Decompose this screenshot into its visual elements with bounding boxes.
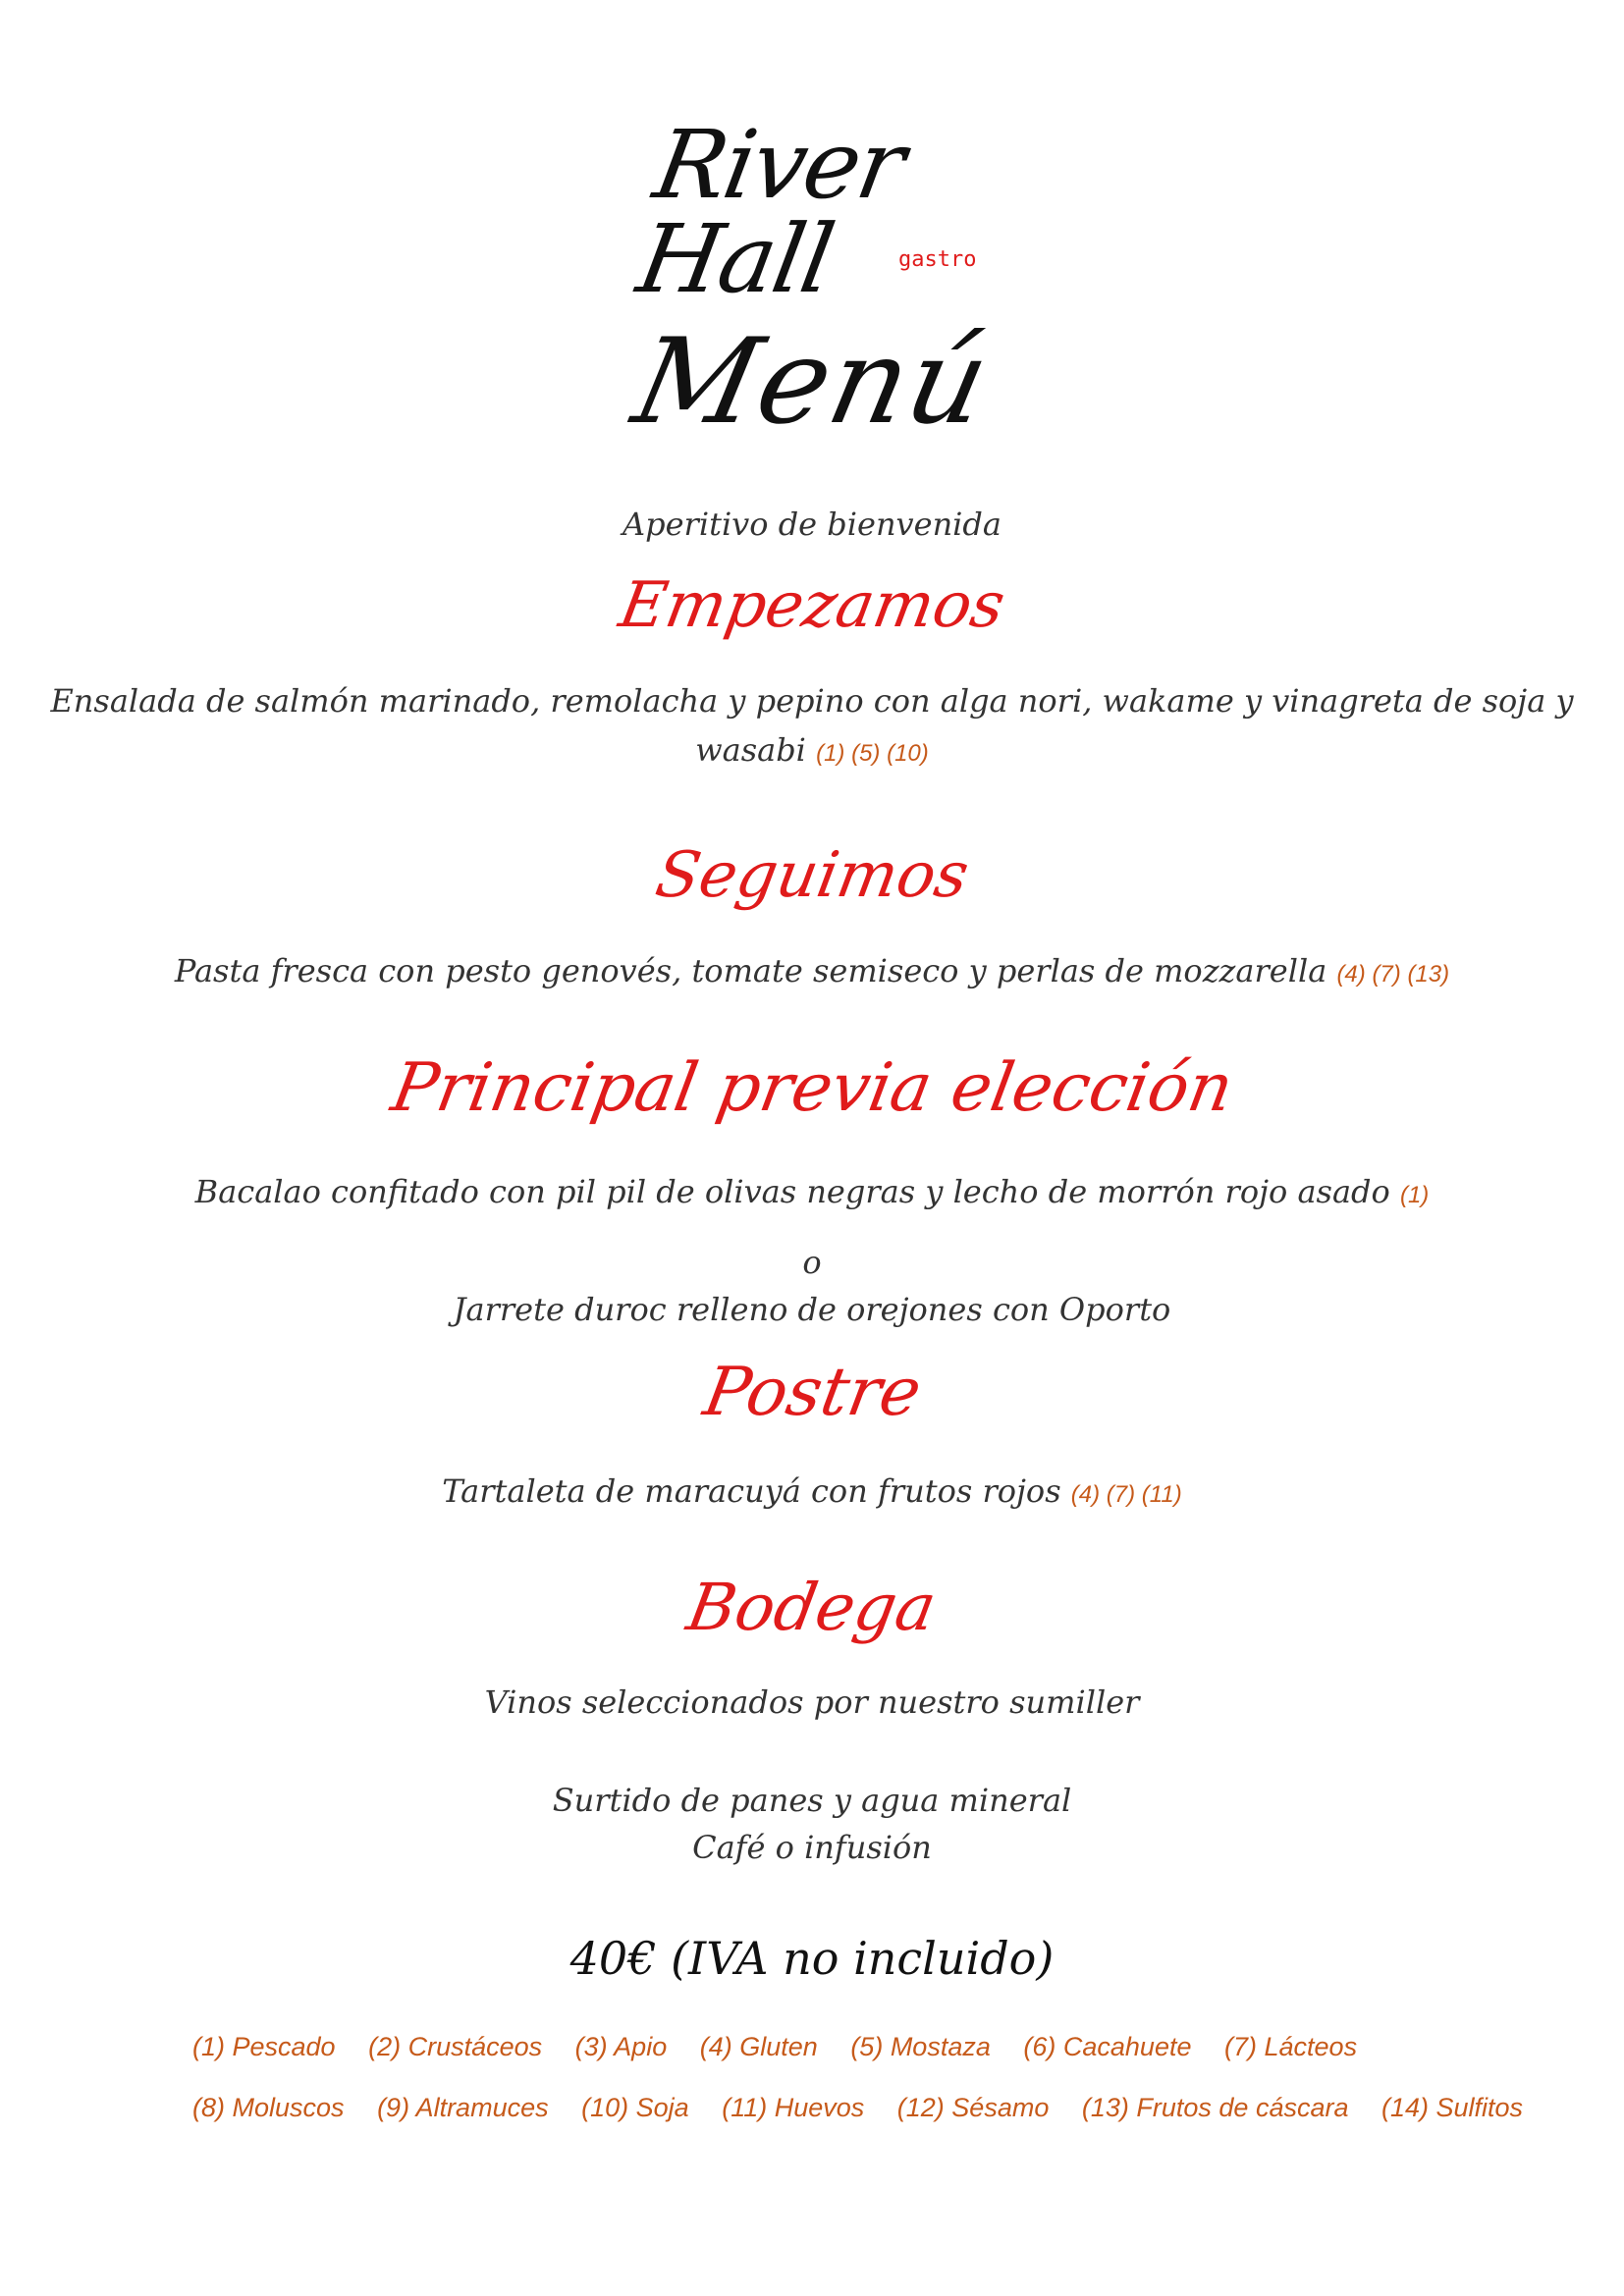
second-title-row	[0, 839, 1624, 912]
extras-line2: Café o infusión	[692, 1829, 932, 1866]
dessert-title: Postre	[697, 1354, 927, 1431]
extras-line1: Surtido de panes y agua mineral	[552, 1782, 1072, 1819]
main-option1	[0, 1168, 1624, 1215]
starter-title-row	[0, 569, 1624, 642]
legend-item: (12) Sésamo	[896, 2093, 1050, 2122]
starter-title: Empezamos	[614, 569, 1010, 642]
legend-item: (14) Sulfitos	[1381, 2093, 1524, 2122]
legend-item: (13) Frutos de cáscara	[1081, 2093, 1349, 2122]
main-option1-allergens: (1)	[1399, 1182, 1430, 1208]
starter-dish-line2	[0, 726, 1624, 774]
main-or: o	[802, 1244, 822, 1281]
legend-item: (11) Huevos	[722, 2093, 865, 2122]
legend-item: (9) Altramuces	[377, 2093, 549, 2122]
logo	[628, 108, 1021, 314]
legend-item: (2) Crustáceos	[368, 2032, 543, 2061]
allergen-legend-row2	[192, 2093, 1548, 2123]
dessert-dish	[0, 1468, 1624, 1515]
welcome-text: Aperitivo de bienvenida	[623, 506, 1001, 543]
legend-item: (8) Moluscos	[192, 2093, 345, 2122]
second-dish-text: Pasta fresca con pesto genovés, tomate semiseco y perlas de mozzarella	[174, 952, 1327, 989]
dessert-allergens: (4) (7) (11)	[1070, 1481, 1182, 1508]
legend-item: (3) Apio	[574, 2032, 668, 2061]
second-allergens: (4) (7) (13)	[1336, 961, 1450, 988]
dessert-dish-text: Tartaleta de maracuyá con frutos rojos	[442, 1472, 1061, 1510]
logo-name: River Hall	[629, 110, 912, 314]
main-option1-text: Bacalao confitado con pil pil de olivas negras y lecho de morrón rojo asado	[194, 1173, 1390, 1210]
page-title-row	[0, 314, 1624, 451]
main-option2: Jarrete duroc relleno de orejones con Oporto	[453, 1291, 1171, 1328]
legend-item: (1) Pescado	[192, 2032, 336, 2061]
main-title-row	[0, 1049, 1624, 1127]
legend-item: (10) Soja	[581, 2093, 689, 2122]
legend-item: (6) Cacahuete	[1023, 2032, 1192, 2061]
starter-dish-line1: Ensalada de salmón marinado, remolacha y pepino con alga nori, wakame y vinagreta de soja y	[50, 682, 1574, 720]
main-title: Principal previa elección	[385, 1049, 1239, 1127]
second-dish	[0, 947, 1624, 994]
starter-dish-text: wasabi	[695, 731, 806, 769]
legend-item: (4) Gluten	[699, 2032, 818, 2061]
allergen-legend-row1	[192, 2032, 1382, 2062]
wine-text: Vinos seleccionados por nuestro sumiller	[484, 1683, 1140, 1721]
wine-title-row	[0, 1570, 1624, 1645]
second-title: Seguimos	[650, 839, 974, 912]
dessert-title-row	[0, 1354, 1624, 1431]
legend-item: (7) Lácteos	[1224, 2032, 1358, 2061]
page-title: Menú	[623, 314, 1002, 451]
logo-sub: gastro	[898, 247, 977, 272]
legend-item: (5) Mostaza	[850, 2032, 991, 2061]
wine-title: Bodega	[681, 1570, 943, 1645]
starter-allergens: (1) (5) (10)	[816, 740, 929, 767]
price: 40€ (IVA no incluido)	[569, 1932, 1055, 1985]
